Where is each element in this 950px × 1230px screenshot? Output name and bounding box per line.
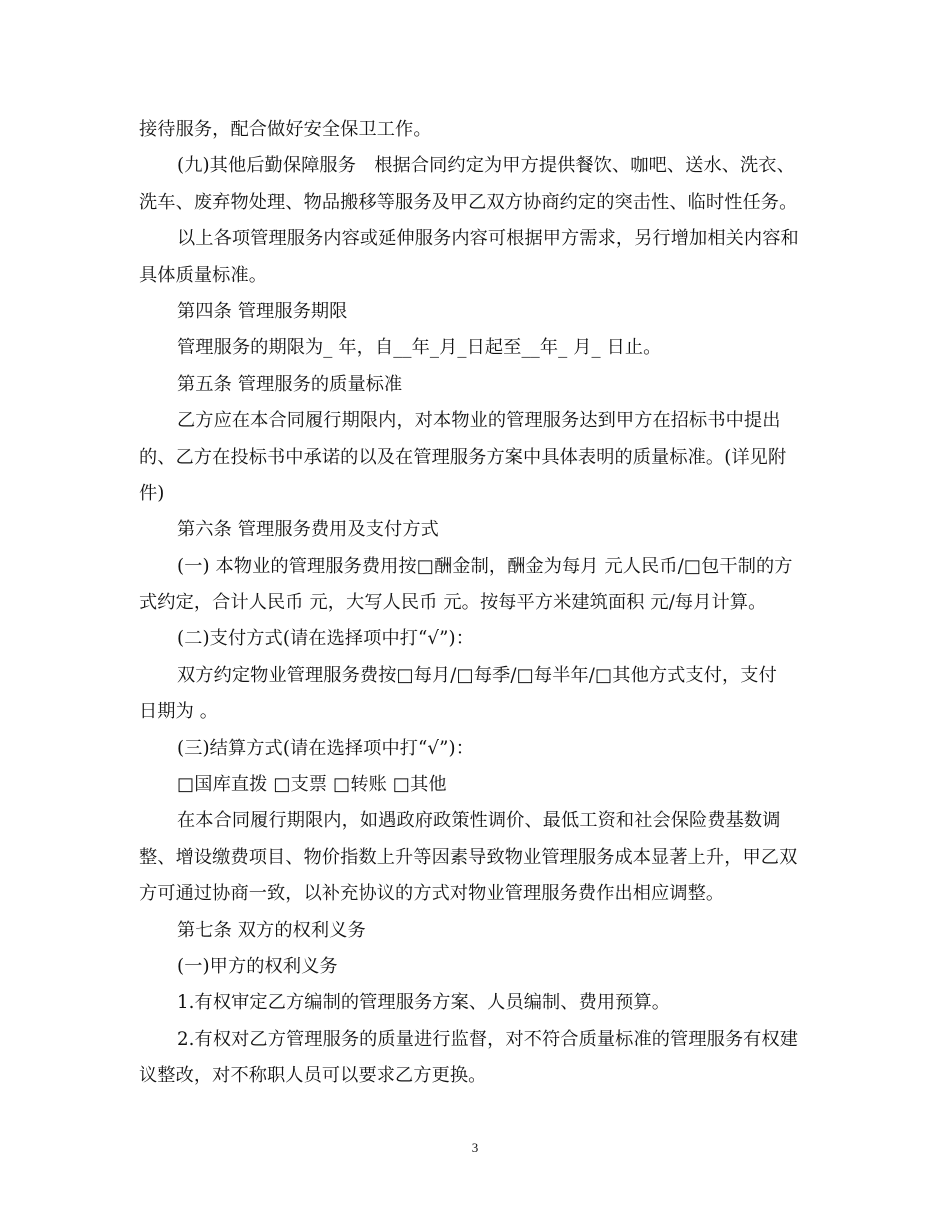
paragraph-line: 洗车、废弃物处理、物品搬移等服务及甲乙双方协商约定的突击性、临时性任务。 — [139, 191, 798, 213]
paragraph-line: 乙方应在本合同履行期限内，对本物业的管理服务达到甲方在招标书中提出 — [177, 410, 781, 432]
paragraph-line: 以上各项管理服务内容或延伸服务内容可根据甲方需求，另行增加相关内容和 — [177, 228, 799, 250]
paragraph-line: □国库直拨 □支票 □转账 □其他 — [177, 774, 447, 796]
paragraph-line: 2.有权对乙方管理服务的质量进行监督，对不符合质量标准的管理服务有权建 — [177, 1028, 799, 1050]
page-number: 3 — [471, 1140, 479, 1155]
paragraph-line: (九)其他后勤保障服务 根据合同约定为甲方提供餐饮、咖吧、送水、洗衣、 — [177, 155, 795, 177]
paragraph-line: 接待服务，配合做好安全保卫工作。 — [139, 119, 432, 140]
paragraph-line: (一) 本物业的管理服务费用按□酬金制，酬金为每月 元人民币/□包干制的方 — [177, 555, 793, 577]
paragraph-line: 的、乙方在投标书中承诺的以及在管理服务方案中具体表明的质量标准。(详见附 — [139, 446, 787, 468]
paragraph-line: 第六条 管理服务费用及支付方式 — [177, 519, 439, 541]
paragraph-line: 1.有权审定乙方编制的管理服务方案、人员编制、费用预算。 — [177, 992, 671, 1014]
paragraph-line: 双方约定物业管理服务费按□每月/□每季/□每半年/□其他方式支付，支付 — [177, 664, 777, 686]
paragraph-line: 管理服务的期限为_ 年，自__年_月_日起至__年_ 月_ 日止。 — [177, 337, 662, 359]
paragraph-line: 具体质量标准。 — [139, 264, 268, 286]
document-body — [139, 112, 811, 1095]
paragraph-line: (二)支付方式(请在选择项中打“√”)： — [177, 628, 475, 650]
paragraph-line: 方可通过协商一致，以补充协议的方式对物业管理服务费作出相应调整。 — [139, 883, 725, 905]
paragraph-line: 式约定，合计人民币 元，大写人民币 元。按每平方米建筑面积 元/每月计算。 — [139, 592, 767, 614]
paragraph-line: 件) — [139, 482, 165, 504]
paragraph-line: 整、增设缴费项目、物价指数上升等因素导致物业管理服务成本显著上升，甲乙双 — [139, 846, 798, 868]
paragraph-line: 议整改，对不称职人员可以要求乙方更换。 — [139, 1065, 487, 1087]
paragraph-line: 日期为 。 — [139, 701, 219, 723]
paragraph-line: 第五条 管理服务的质量标准 — [177, 373, 403, 395]
paragraph-line: (一)甲方的权利义务 — [177, 955, 338, 977]
paragraph-line: (三)结算方式(请在选择项中打“√”)： — [177, 737, 475, 759]
paragraph-line: 在本合同履行期限内，如遇政府政策性调价、最低工资和社会保险费基数调 — [177, 810, 781, 832]
paragraph-line: 第四条 管理服务期限 — [177, 300, 348, 322]
paragraph-line: 第七条 双方的权利义务 — [177, 919, 366, 941]
